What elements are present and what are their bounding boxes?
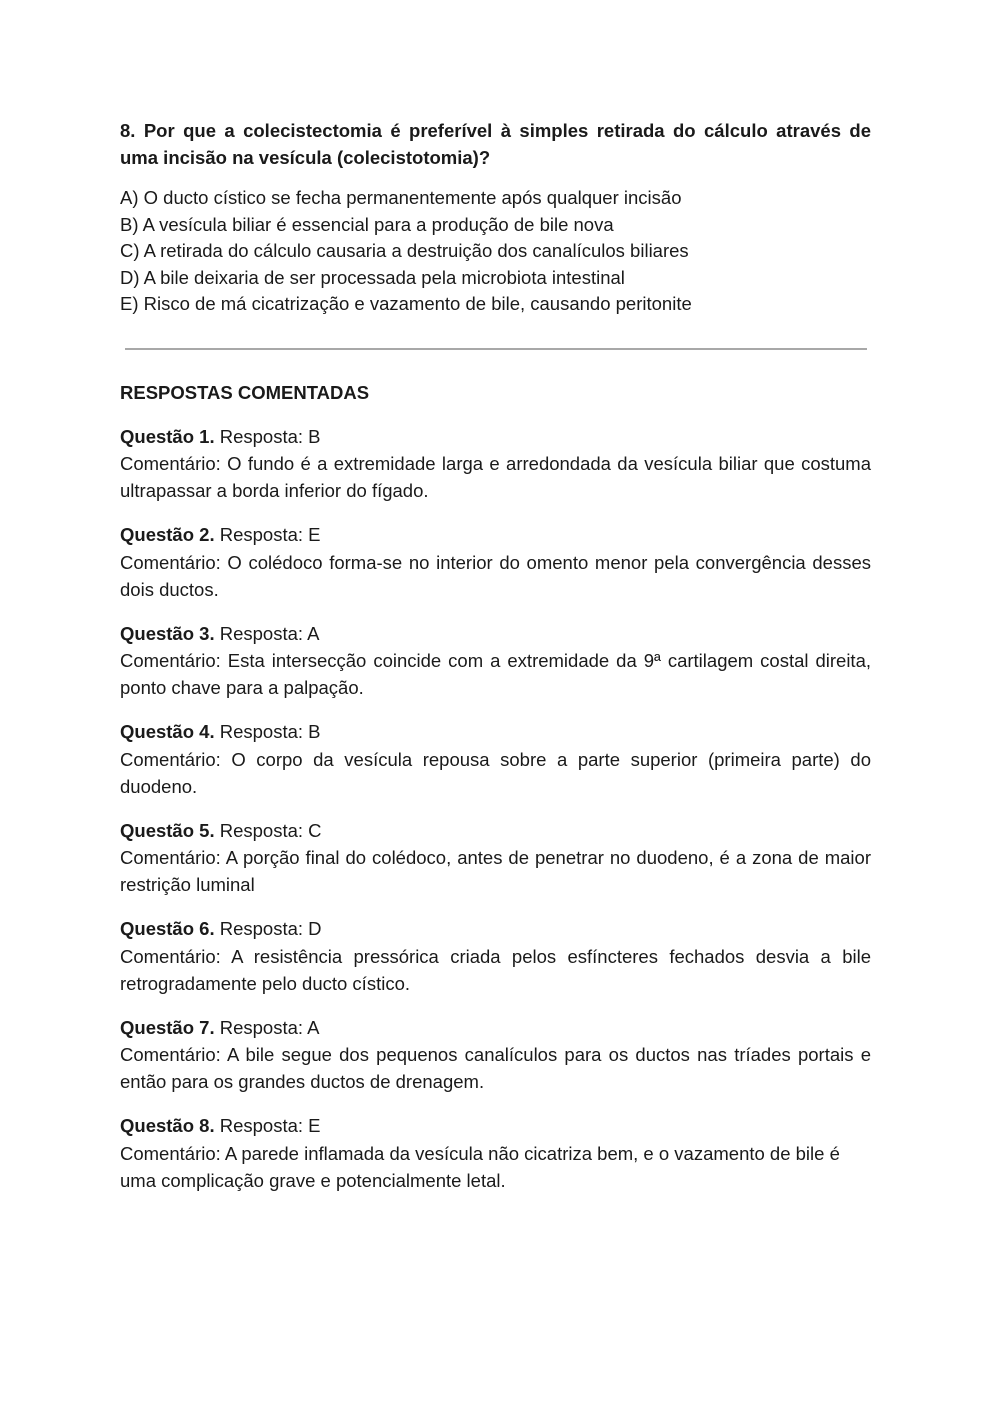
answer-comment: Comentário: A resistência pressórica criada pelos esfíncteres fechados desvia a bile retrogradamente pelo ducto cístico.: [120, 945, 871, 994]
question-label: Questão 4.: [120, 721, 215, 742]
answer-item-2: [120, 522, 871, 603]
answer-comment: Comentário: Esta intersecção coincide com a extremidade da 9ª cartilagem costal direita, ponto chave para a palpação.: [120, 650, 871, 698]
document-page: [120, 117, 871, 1194]
answer-item-1: [120, 424, 871, 505]
answers-list: [120, 424, 871, 1194]
answer-comment: Comentário: O corpo da vesícula repousa sobre a parte superior (primeira parte) do duodeno.: [120, 748, 871, 797]
question-label: Questão 5.: [120, 819, 215, 841]
question-label: Questão 3.: [120, 622, 215, 644]
answer-value: Resposta: E: [214, 524, 321, 545]
answer-header: [120, 818, 871, 845]
answer-comment: Comentário: A bile segue dos pequenos canalículos para os ductos nas tríades portais e então para os grandes ductos de drenagem.: [120, 1044, 871, 1092]
option-c: C) A retirada do cálculo causaria a destruição dos canalículos biliares: [120, 240, 689, 261]
answer-value: Resposta: D: [214, 918, 322, 939]
question-label: Questão 7.: [120, 1016, 215, 1038]
answer-value: Resposta: E: [214, 1115, 321, 1136]
question-label: Questão 1.: [120, 425, 215, 447]
answer-value: Resposta: A: [214, 622, 320, 644]
answer-value: Resposta: B: [214, 721, 321, 742]
answer-header: [120, 719, 871, 746]
answer-item-4: [120, 719, 871, 800]
answer-item-3: [120, 621, 871, 702]
answer-header: [120, 522, 871, 549]
option-e: E) Risco de má cicatrização e vazamento de bile, causando peritonite: [120, 293, 692, 314]
answer-header: [120, 1113, 871, 1140]
option-d: D) A bile deixaria de ser processada pela microbiota intestinal: [120, 266, 625, 288]
answer-comment: Comentário: A porção final do colédoco, antes de penetrar no duodeno, é a zona de maior restrição luminal: [120, 847, 871, 895]
question-8-text: 8. Por que a colecistectomia é preferível à simples retirada do cálculo através de uma incisão na vesícula (colecistotomia)?: [120, 120, 871, 168]
answer-header: [120, 916, 871, 943]
question-label: Questão 8.: [120, 1115, 215, 1136]
answer-comment: Comentário: O colédoco forma-se no interior do omento menor pela convergência desses dois ductos.: [120, 551, 871, 600]
answer-comment: Comentário: O fundo é a extremidade larga e arredondada da vesícula biliar que costuma ultrapassar a borda inferior do fígado.: [120, 453, 871, 501]
answers-title: RESPOSTAS COMENTADAS: [120, 381, 370, 403]
question-label: Questão 2.: [120, 524, 215, 545]
answer-header: [120, 424, 871, 451]
answer-item-5: [120, 818, 871, 899]
section-divider: [125, 348, 867, 350]
answer-comment: Comentário: A parede inflamada da vesícula não cicatriza bem, e o vazamento de bile é uma complicação grave e potencialmente letal.: [120, 1142, 840, 1191]
answer-item-7: [120, 1015, 871, 1096]
answer-header: [120, 1015, 871, 1042]
answer-item-8: [120, 1113, 871, 1194]
answer-item-6: [120, 916, 871, 997]
answer-header: [120, 621, 871, 648]
option-a: A) O ducto cístico se fecha permanentemente após qualquer incisão: [120, 187, 682, 208]
question-label: Questão 6.: [120, 918, 215, 939]
option-b: B) A vesícula biliar é essencial para a produção de bile nova: [120, 213, 614, 235]
question-options: [120, 185, 871, 318]
answer-value: Resposta: C: [214, 819, 322, 841]
answer-value: Resposta: A: [214, 1016, 320, 1038]
answer-value: Resposta: B: [214, 425, 321, 447]
